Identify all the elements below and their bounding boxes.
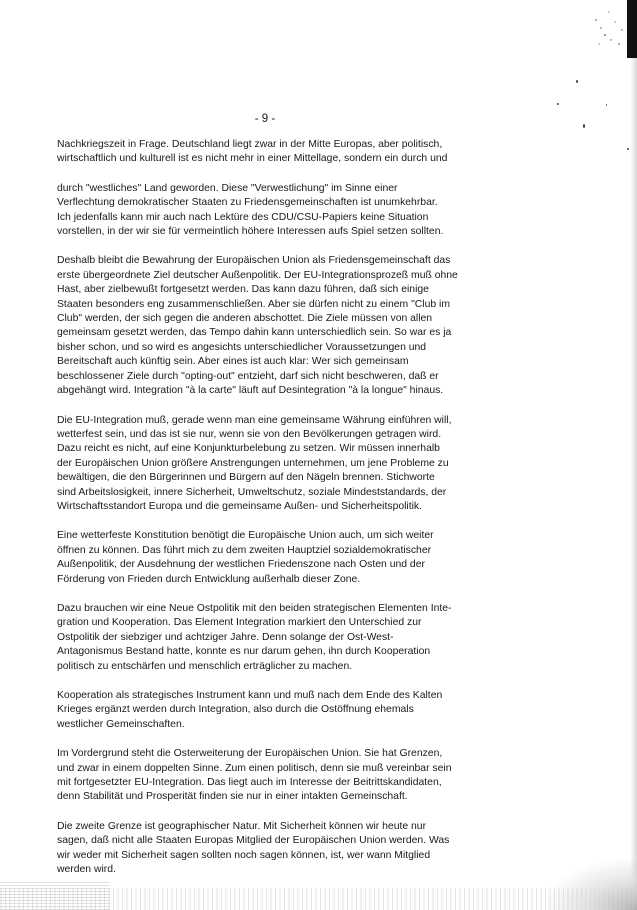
scan-speck: [576, 80, 578, 83]
paragraph: Kooperation als strategisches Instrument kann und muß nach dem Ende des Kalten Krieges ergänzt werden durch Integration, also durch die Ostöffnung ehemals westlicher Gemeinschaften.: [57, 690, 443, 730]
paragraph: Die zweite Grenze ist geographischer Natur. Mit Sicherheit können wir heute nur sagen, daß nicht alle Staaten Europas Mitglied der Europäischen Union werden. Was wir weder mit Sicherheit sagen sollten noch sagen können, ist, wer wann Mitglied werden wird.: [57, 820, 450, 876]
page-number: - 9 -: [254, 113, 276, 125]
paragraph: durch "westliches" Land geworden. Diese "Verwestlichung" im Sinne einer Verflechtung demokratischer Staaten zu Friedensgemeinschaften ist unumkehrbar. Ich jedenfalls kann mir auch nach Lektüre des CDU/CSU-Papiers keine Situation vorstellen, in der wir sie für vermeintlich höhere Interessen aufs Spiel setzen sollten.: [57, 182, 444, 238]
scan-corner-artifact: [591, 0, 637, 58]
paragraph: Die EU-Integration muß, gerade wenn man eine gemeinsame Währung einführen will, wetterfest sein, und das ist sie nur, wenn sie von den Bevölkerungen getragen wird. Dazu reicht es nicht, auf eine Konjunkturbelebung zu setzen. Wir müssen innerhalb der Europäischen Union größere Anstrengungen unternehmen, um jene Probleme zu bewältigen, die den Bürgerinnen und Bürgern auf den Nägeln brennen. Stichworte sind Arbeitslosigkeit, innere Sicherheit, Umweltschutz, soziale Mindeststandards, der Wirtschaftsstandort Europa und die gemeinsame Außen- und Sicherheitspolitik.: [57, 414, 452, 512]
scan-speck: [557, 103, 559, 105]
paragraph: Im Vordergrund steht die Osterweiterung der Europäischen Union. Sie hat Grenzen, und zwar in einem doppelten Sinne. Zum einen politisch, denn sie muß vereinbar sein mit fortgesetzter EU-Integration. Das liegt auch im Interesse der Beitrittskandidaten, denn Stabilität und Prosperität finden sie nur in einer intakten Gemeinschaft.: [57, 748, 452, 803]
scan-speck: [583, 124, 585, 128]
scan-corner-artifact: [0, 880, 110, 910]
paragraph: Nachkriegszeit in Frage. Deutschland liegt zwar in der Mitte Europas, aber politisch, wirtschaftlich und kulturell ist es nicht mehr in einer Mittellage, sondern ein durch und: [57, 139, 448, 165]
scan-corner-artifact: [547, 860, 637, 910]
body-text: [57, 138, 477, 892]
paragraph: Deshalb bleibt die Bewahrung der Europäischen Union als Friedensgemeinschaft das erste übergeordnete Ziel deutscher Außenpolitik. Der EU-Integrationsprozeß muß ohne Hast, aber zielbewußt fortgesetzt werden. Das kann dazu führen, daß sich einige Staaten besonders eng zusammenschließen. Aber sie dürfen nicht zu einem "Club im Club" werden, der sich gegen die anderen abschottet. Die Ziele müssen von allen gemeinsam gesetzt werden, das Tempo dahin kann unterschiedlich sein. So war es ja bisher schon, und so wird es angesichts unterschiedlicher Voraussetzungen und Bereitschaft auch künftig sein. Aber eines ist auch klar: Wer sich gemeinsam beschlossener Ziele durch "opting-out" entzieht, darf sich nicht beschweren, daß er abgehängt wird. Integration "à la carte" läuft auf Desintegration "à la longue" hinaus.: [57, 255, 458, 397]
scan-speck: [606, 104, 607, 106]
paragraph: Eine wetterfeste Konstitution benötigt die Europäische Union auch, um sich weiter öffnen zu können. Das führt mich zu dem zweiten Hauptziel sozialdemokratischer Außenpolitik, der Ausdehnung der westlichen Friedenszone nach Osten und der Förderung von Frieden durch Entwicklung außerhalb dieser Zone.: [57, 530, 434, 585]
scan-edge-right: [631, 0, 637, 910]
scan-speck: [627, 148, 629, 150]
paragraph: Dazu brauchen wir eine Neue Ostpolitik mit den beiden strategischen Elementen Inte- gration und Kooperation. Das Element Integration markiert den Unterschied zur Ostpolitik der siebziger und achtziger Jahre. Denn solange der Ost-West- Antagonismus Bestand hatte, konnte es nur darum gehen, ihn durch Kooperation politisch zu entschärfen und menschlich erträglicher zu machen.: [57, 602, 452, 672]
